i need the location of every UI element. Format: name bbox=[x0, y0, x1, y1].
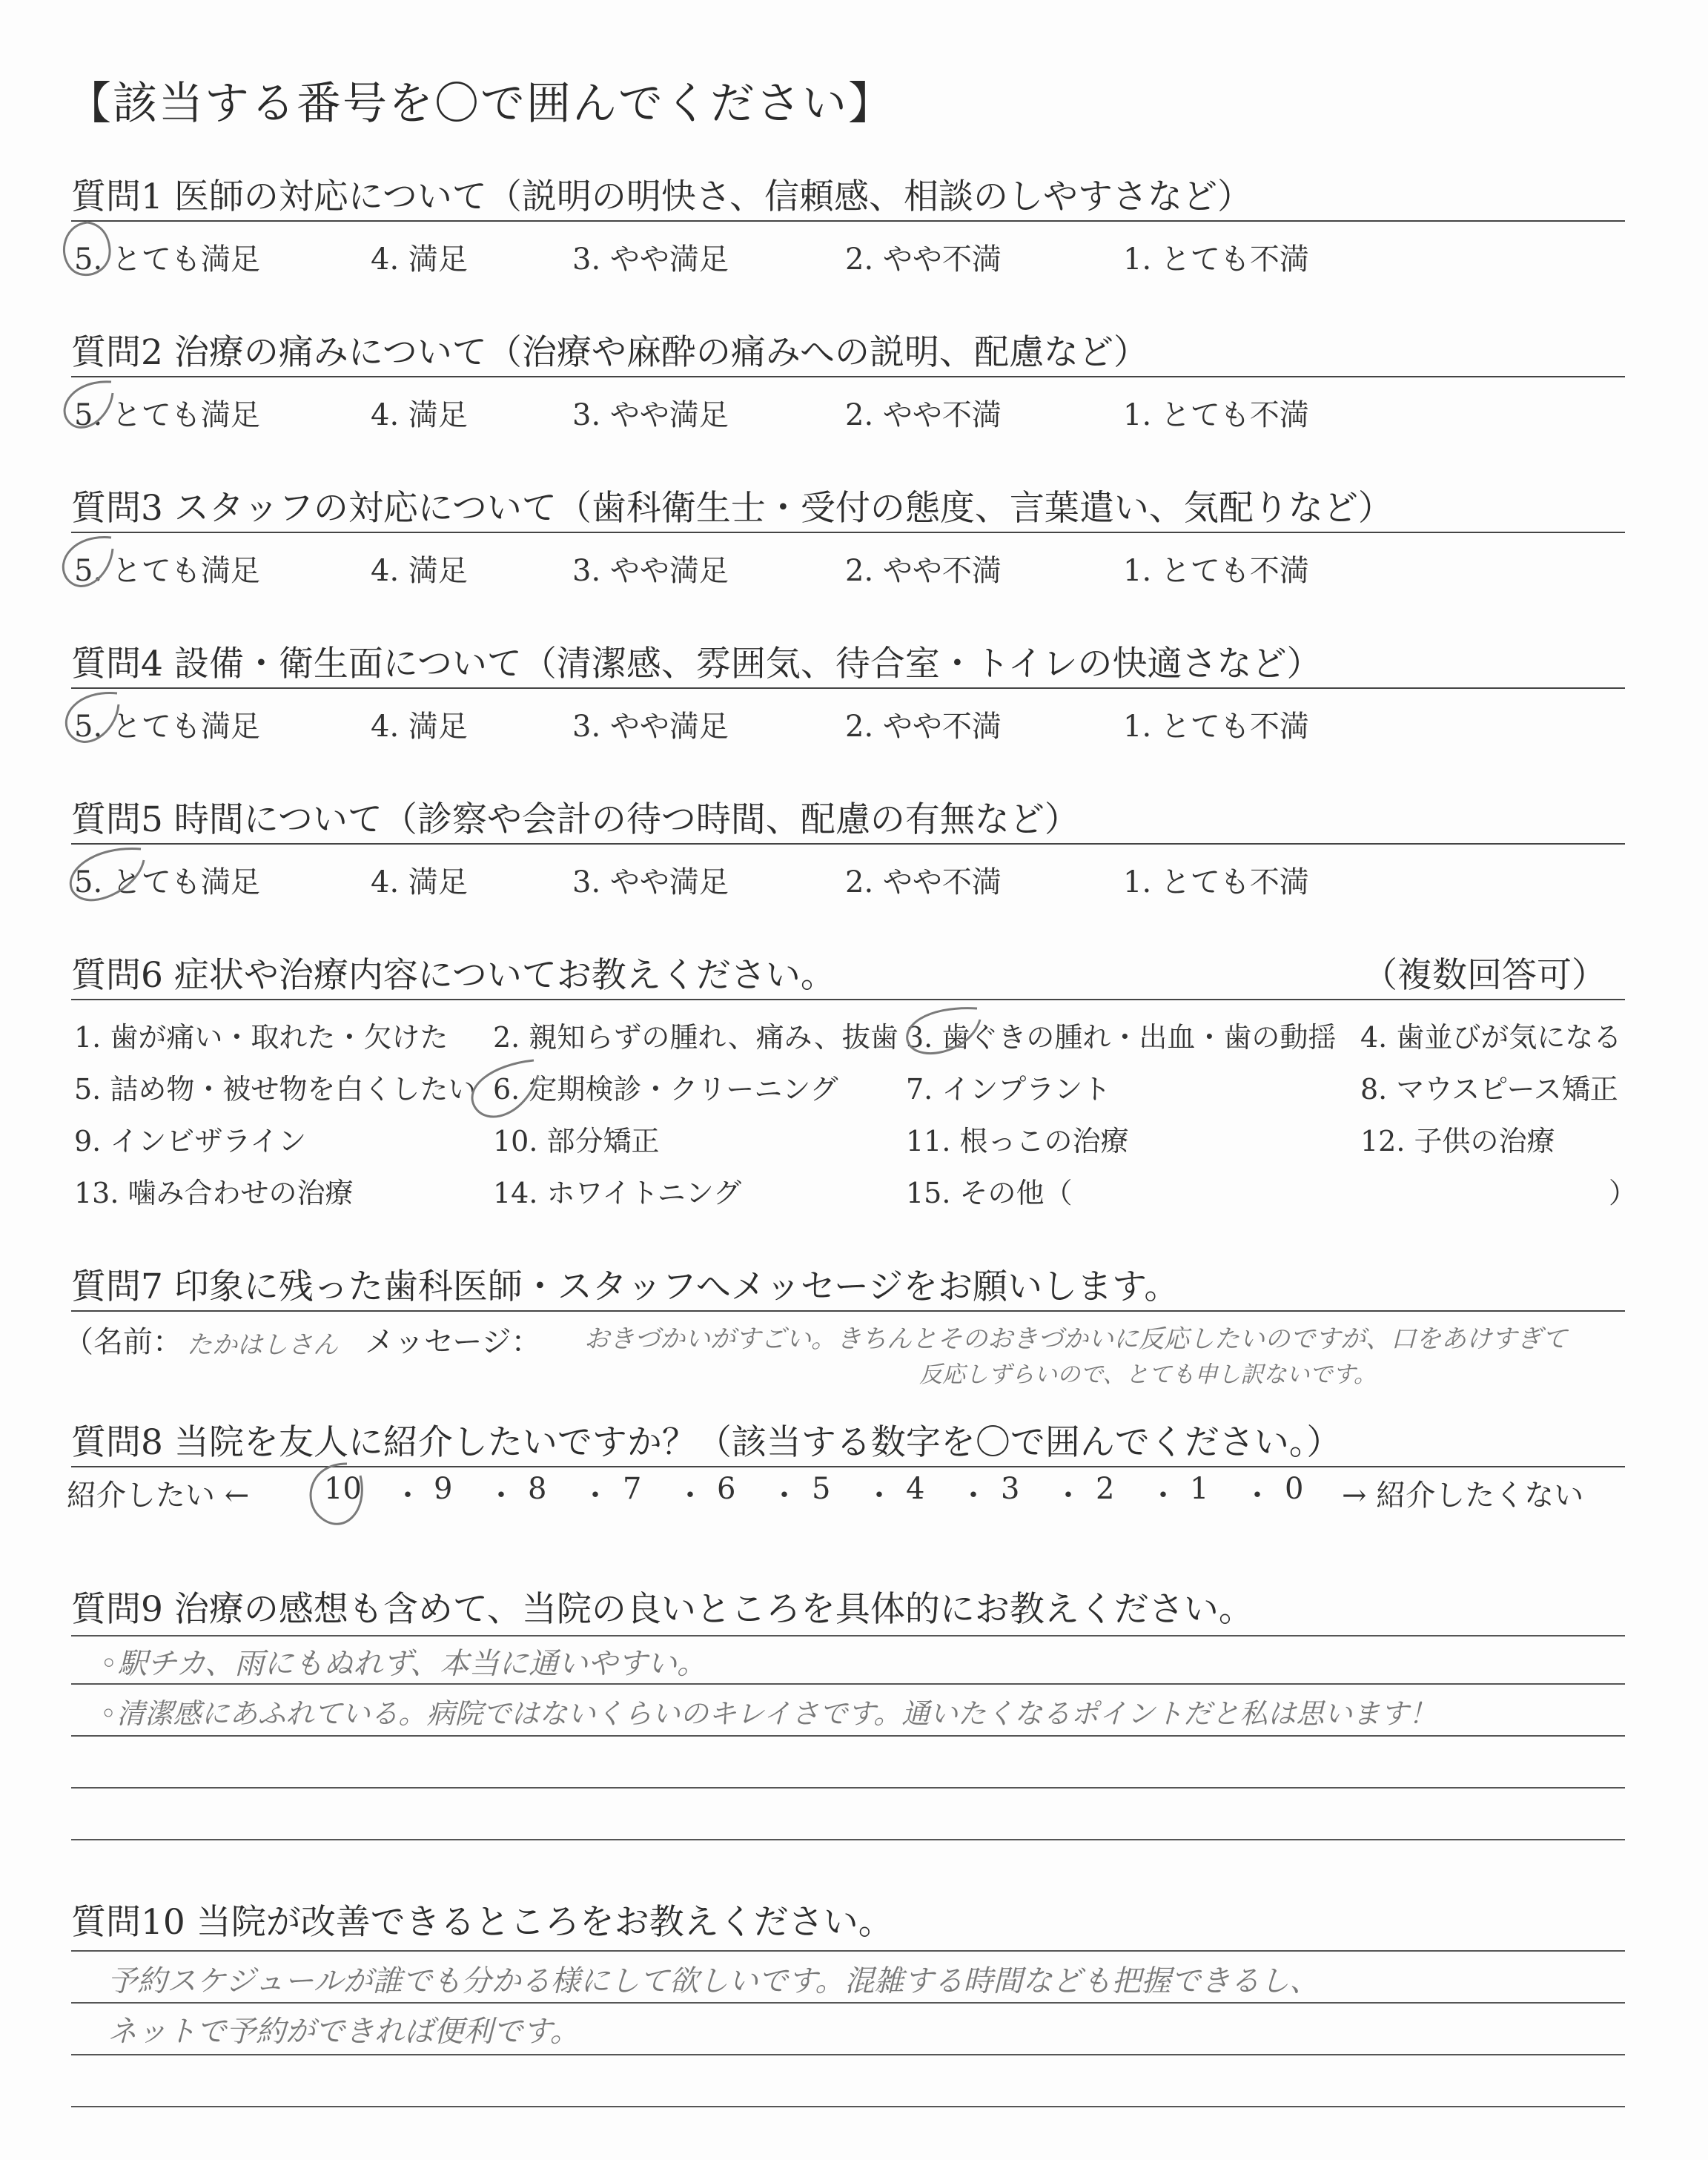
q2-option-2[interactable]: 2. やや不満 bbox=[845, 398, 1002, 432]
q3-option-5[interactable]: 5. とても満足 bbox=[74, 554, 260, 588]
q7-name-value[interactable]: たかはしさん bbox=[187, 1330, 338, 1360]
q8-separator: ・ bbox=[959, 1479, 988, 1513]
q2-option-1[interactable]: 1. とても不満 bbox=[1123, 398, 1309, 432]
q10-line-rule-2 bbox=[71, 2002, 1625, 2004]
question-6-label: 質問6 症状や治療内容についてお教えください。 bbox=[71, 955, 835, 996]
q8-right-label: → 紹介したくない bbox=[1342, 1479, 1584, 1513]
q8-scale-7[interactable]: 7 bbox=[623, 1472, 642, 1506]
q7-message-line-1[interactable]: おきづかいがすごい。きちんとそのおきづかいに反応したいのですが、口をあけすぎて bbox=[584, 1324, 1567, 1354]
question-2-label: 質問2 治療の痛みについて（治療や麻酔の痛みへの説明、配慮など） bbox=[71, 332, 1148, 373]
q8-scale-10[interactable]: 10 bbox=[324, 1472, 362, 1506]
question-1-label: 質問1 医師の対応について（説明の明快さ、信頼感、相談のしやすさなど） bbox=[71, 176, 1253, 217]
q6-option-5[interactable]: 5. 詰め物・被せ物を白くしたい bbox=[74, 1073, 477, 1106]
question-1-rule bbox=[71, 220, 1625, 222]
q1-option-3[interactable]: 3. やや満足 bbox=[572, 242, 729, 277]
q9-line-rule-3 bbox=[71, 1735, 1625, 1737]
q9-answer-line-2[interactable]: ◦清潔感にあふれている。病院ではないくらいのキレイさです。通いたくなるポイントだと私は思います！ bbox=[100, 1697, 1437, 1730]
q9-line-rule-2 bbox=[71, 1683, 1625, 1685]
q8-separator: ・ bbox=[769, 1479, 799, 1513]
q10-answer-line-1[interactable]: 予約スケジュールが誰でも分かる様にして欲しいです。混雑する時間なども把握できるし、 bbox=[107, 1964, 1320, 1998]
q9-line-rule-4 bbox=[71, 1787, 1625, 1789]
q1-option-5[interactable]: 5. とても満足 bbox=[74, 242, 260, 277]
q10-line-rule-4 bbox=[71, 2106, 1625, 2107]
q8-separator: ・ bbox=[1148, 1479, 1178, 1513]
q8-separator: ・ bbox=[1242, 1479, 1272, 1513]
q4-option-4[interactable]: 4. 満足 bbox=[371, 710, 468, 744]
q3-option-2[interactable]: 2. やや不満 bbox=[845, 554, 1002, 588]
question-8-rule bbox=[71, 1466, 1625, 1467]
question-5-rule bbox=[71, 843, 1625, 845]
q10-answer-line-2[interactable]: ネットで予約ができれば便利です。 bbox=[107, 2015, 580, 2049]
q9-line-rule-1 bbox=[71, 1635, 1625, 1636]
q9-answer-line-1[interactable]: ◦駅チカ、雨にもぬれず、本当に通いやすい。 bbox=[100, 1647, 706, 1681]
q5-option-2[interactable]: 2. やや不満 bbox=[845, 865, 1002, 899]
q8-separator: ・ bbox=[864, 1479, 894, 1513]
q6-option-10[interactable]: 10. 部分矯正 bbox=[493, 1125, 660, 1157]
question-6-rule bbox=[71, 999, 1625, 1000]
q6-option-7[interactable]: 7. インプラント bbox=[906, 1073, 1111, 1106]
q6-option-15-close: ） bbox=[1609, 1177, 1638, 1209]
q6-option-3[interactable]: 3. 歯ぐきの腫れ・出血・歯の動揺 bbox=[906, 1021, 1337, 1054]
question-3-rule bbox=[71, 532, 1625, 533]
q8-separator: ・ bbox=[675, 1479, 705, 1513]
q2-option-3[interactable]: 3. やや満足 bbox=[572, 398, 729, 432]
q10-line-rule-3 bbox=[71, 2054, 1625, 2055]
q6-option-1[interactable]: 1. 歯が痛い・取れた・欠けた bbox=[74, 1021, 448, 1054]
q8-scale-1[interactable]: 1 bbox=[1190, 1472, 1209, 1506]
q6-option-15[interactable]: 15. その他（ bbox=[906, 1177, 1073, 1209]
q6-option-6[interactable]: 6. 定期検診・クリーニング bbox=[493, 1073, 838, 1106]
question-9-label: 質問9 治療の感想も含めて、当院の良いところを具体的にお教えください。 bbox=[71, 1589, 1254, 1630]
q8-scale-4[interactable]: 4 bbox=[906, 1472, 925, 1506]
q7-message-line-2[interactable]: 反応しずらいので、とても申し訳ないです。 bbox=[919, 1361, 1377, 1388]
q8-scale-5[interactable]: 5 bbox=[812, 1472, 831, 1506]
q7-name-label: （名前： bbox=[64, 1325, 182, 1359]
question-6-note: （複数回答可） bbox=[1363, 955, 1606, 996]
q7-message-label: メッセージ： bbox=[365, 1325, 541, 1359]
question-4-label: 質問4 設備・衛生面について（清潔感、雰囲気、待合室・トイレの快適さなど） bbox=[71, 644, 1322, 684]
q9-line-rule-5 bbox=[71, 1839, 1625, 1840]
q6-option-8[interactable]: 8. マウスピース矯正 bbox=[1360, 1073, 1618, 1106]
question-3-label: 質問3 スタッフの対応について（歯科衛生士・受付の態度、言葉遣い、気配りなど） bbox=[71, 488, 1393, 529]
q5-option-1[interactable]: 1. とても不満 bbox=[1123, 865, 1309, 899]
question-8-label: 質問8 当院を友人に紹介したいですか？（該当する数字を〇で囲んでください。） bbox=[71, 1422, 1342, 1463]
q6-option-12[interactable]: 12. 子供の治療 bbox=[1360, 1125, 1555, 1157]
q8-scale-3[interactable]: 3 bbox=[1001, 1472, 1020, 1506]
q8-left-label: 紹介したい ← bbox=[67, 1479, 250, 1513]
q5-option-3[interactable]: 3. やや満足 bbox=[572, 865, 729, 899]
q6-option-4[interactable]: 4. 歯並びが気になる bbox=[1360, 1021, 1622, 1054]
q8-separator: ・ bbox=[486, 1479, 516, 1513]
q8-scale-0[interactable]: 0 bbox=[1285, 1472, 1304, 1506]
q6-option-2[interactable]: 2. 親知らずの腫れ、痛み、抜歯 bbox=[493, 1021, 898, 1054]
q4-option-2[interactable]: 2. やや不満 bbox=[845, 710, 1002, 744]
q2-option-5[interactable]: 5. とても満足 bbox=[74, 398, 260, 432]
q8-scale-6[interactable]: 6 bbox=[717, 1472, 736, 1506]
q3-option-4[interactable]: 4. 満足 bbox=[371, 554, 468, 588]
question-10-label: 質問10 当院が改善できるところをお教えください。 bbox=[71, 1902, 893, 1943]
q8-separator: ・ bbox=[580, 1479, 610, 1513]
page-title: 【該当する番号を〇で囲んでください】 bbox=[67, 78, 894, 130]
question-7-label: 質問7 印象に残った歯科医師・スタッフへメッセージをお願いします。 bbox=[71, 1266, 1179, 1307]
question-4-rule bbox=[71, 687, 1625, 689]
q8-separator: ・ bbox=[1053, 1479, 1083, 1513]
q1-option-2[interactable]: 2. やや不満 bbox=[845, 242, 1002, 277]
q1-option-1[interactable]: 1. とても不満 bbox=[1123, 242, 1309, 277]
q3-option-1[interactable]: 1. とても不満 bbox=[1123, 554, 1309, 588]
q1-option-4[interactable]: 4. 満足 bbox=[371, 242, 468, 277]
q5-option-5[interactable]: 5. とても満足 bbox=[74, 865, 260, 899]
q8-scale-9[interactable]: 9 bbox=[434, 1472, 453, 1506]
q8-separator: ・ bbox=[393, 1479, 423, 1513]
q4-option-1[interactable]: 1. とても不満 bbox=[1123, 710, 1309, 744]
q8-scale-2[interactable]: 2 bbox=[1096, 1472, 1115, 1506]
q6-option-13[interactable]: 13. 噛み合わせの治療 bbox=[74, 1177, 354, 1209]
q6-option-9[interactable]: 9. インビザライン bbox=[74, 1125, 307, 1157]
q3-option-3[interactable]: 3. やや満足 bbox=[572, 554, 729, 588]
q4-option-5[interactable]: 5. とても満足 bbox=[74, 710, 260, 744]
q6-option-11[interactable]: 11. 根っこの治療 bbox=[906, 1125, 1129, 1157]
question-2-rule bbox=[71, 376, 1625, 377]
question-5-label: 質問5 時間について（診察や会計の待つ時間、配慮の有無など） bbox=[71, 799, 1079, 840]
q6-option-14[interactable]: 14. ホワイトニング bbox=[493, 1177, 742, 1209]
question-7-rule bbox=[71, 1310, 1625, 1312]
q2-option-4[interactable]: 4. 満足 bbox=[371, 398, 468, 432]
q10-line-rule-1 bbox=[71, 1950, 1625, 1952]
q5-option-4[interactable]: 4. 満足 bbox=[371, 865, 468, 899]
q8-scale-8[interactable]: 8 bbox=[528, 1472, 547, 1506]
q4-option-3[interactable]: 3. やや満足 bbox=[572, 710, 729, 744]
